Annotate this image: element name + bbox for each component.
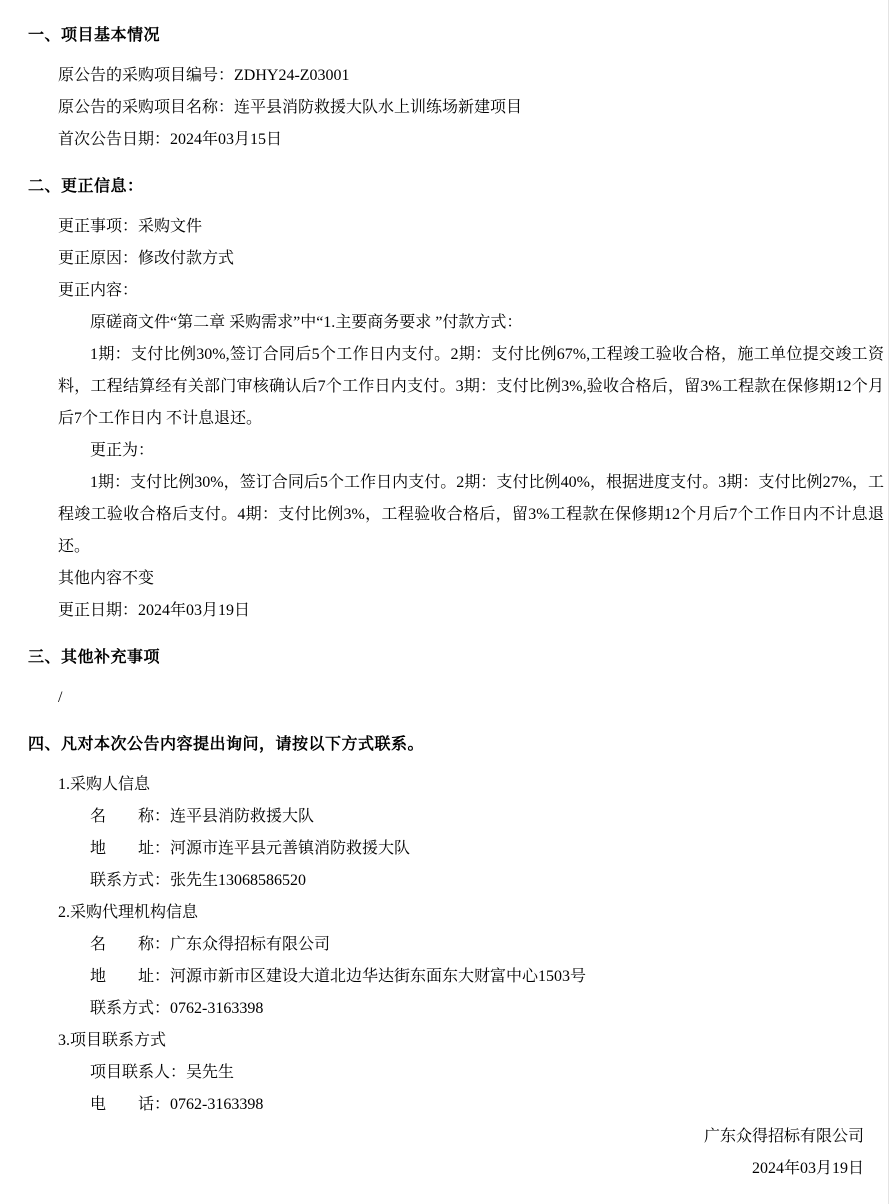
section4-heading: 四、凡对本次公告内容提出询问，请按以下方式联系。: [28, 736, 425, 753]
project-contact-phone-line: 电 话：0762-3163398: [90, 1096, 264, 1113]
original-document-intro: 原磋商文件“第二章 采购需求”中“1.主要商务要求 ”付款方式：: [90, 314, 523, 331]
corrected-to-label: 更正为：: [90, 442, 155, 459]
project-contact-person-line: 项目联系人：吴先生: [90, 1064, 235, 1081]
page-right-edge-line: [888, 0, 889, 1204]
original-project-name-line: 原公告的采购项目名称：连平县消防救援大队水上训练场新建项目: [58, 99, 523, 116]
original-project-number-line: 原公告的采购项目编号：ZDHY24-Z03001: [58, 67, 350, 84]
section1-heading: 一、项目基本情况: [28, 27, 161, 44]
correction-item-line: 更正事项：采购文件: [58, 218, 203, 235]
section-correction-info: [28, 171, 884, 627]
section-basic-info: [28, 20, 884, 156]
section-contact-info: [28, 729, 884, 1121]
footer-company-signature: 广东众得招标有限公司: [703, 1128, 864, 1145]
corrected-payment-terms: 1期：支付比例30%，签订合同后5个工作日内支付。2期：支付比例40%，根据进度支付。3期：支付比例27%，工程竣工验收合格后支付。4期：支付比例3%，工程验收合格后，留3%工程款在保修期12个月后7个工作日内不计息退还。: [58, 474, 884, 555]
agency-contact-line: 联系方式：0762-3163398: [90, 1000, 264, 1017]
correction-reason-line: 更正原因：修改付款方式: [58, 250, 235, 267]
section-other-supplementary: [28, 642, 884, 714]
agency-address-line: 地 址：河源市新市区建设大道北边华达街东面东大财富中心1503号: [90, 968, 587, 985]
first-announcement-date-line: 首次公告日期：2024年03月15日: [58, 131, 283, 148]
project-contact-title: 3.项目联系方式: [58, 1032, 167, 1049]
original-payment-terms: 1期：支付比例30%,签订合同后5个工作日内支付。2期：支付比例67%,工程竣工验收合格，施工单位提交竣工资料，工程结算经有关部门审核确认后7个工作日内支付。3期：支付比例3%,验收合格后，留3%工程款在保修期12个月后7个工作日内 不计息退还。: [58, 346, 884, 427]
purchaser-contact-line: 联系方式：张先生13068586520: [90, 872, 307, 889]
purchaser-name-line: 名 称：连平县消防救援大队: [90, 808, 315, 825]
correction-date-line: 更正日期：2024年03月19日: [58, 602, 251, 619]
other-content-unchanged-line: 其他内容不变: [58, 570, 155, 587]
supplementary-content: /: [58, 689, 63, 706]
purchaser-info-title: 1.采购人信息: [58, 776, 151, 793]
section2-heading: 二、更正信息：: [28, 178, 144, 195]
agency-name-line: 名 称：广东众得招标有限公司: [90, 936, 331, 953]
correction-content-label: 更正内容：: [58, 282, 139, 299]
footer-date: 2024年03月19日: [751, 1160, 864, 1177]
section3-heading: 三、其他补充事项: [28, 649, 161, 666]
purchaser-address-line: 地 址：河源市连平县元善镇消防救援大队: [90, 840, 411, 857]
agency-info-title: 2.采购代理机构信息: [58, 904, 199, 921]
